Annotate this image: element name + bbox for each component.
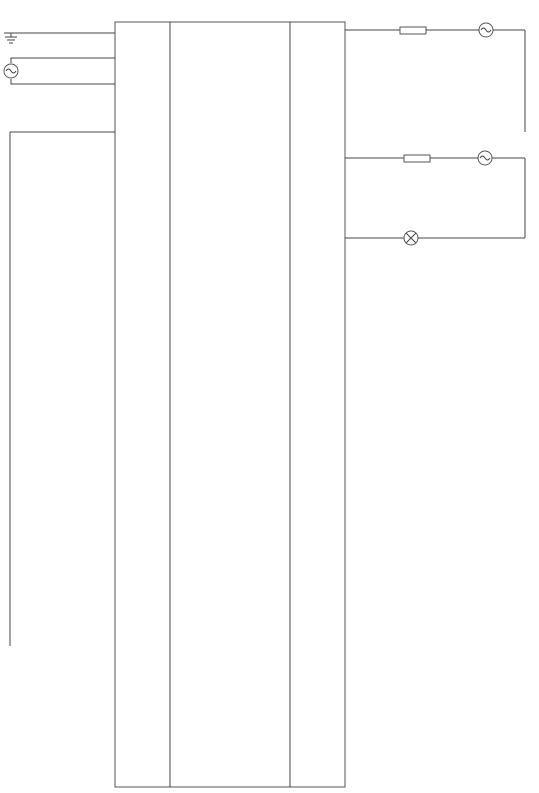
fuse-1-symbol — [400, 27, 426, 34]
output-group-2 — [345, 151, 525, 238]
indicator-lamp — [345, 231, 525, 245]
ground-connection — [4, 33, 115, 43]
plc-body — [115, 22, 345, 787]
output-group-1 — [345, 23, 525, 132]
mains-supply — [4, 58, 115, 84]
fuse-2-symbol — [404, 155, 430, 162]
